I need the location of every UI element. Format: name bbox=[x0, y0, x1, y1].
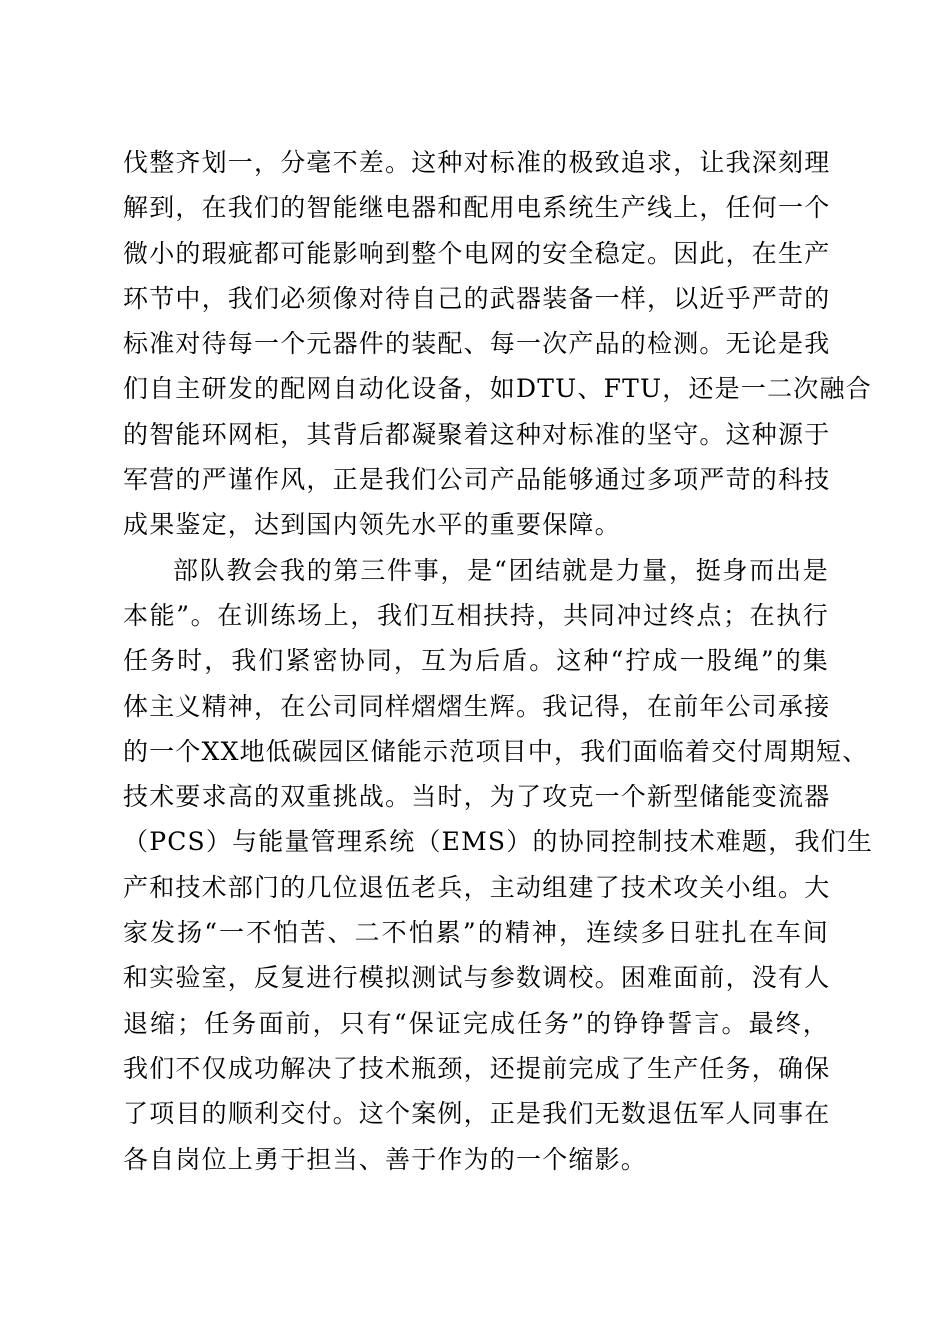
paragraph-line: 部队教会我的第三件事，是“团结就是力量，挺身而出是 bbox=[173, 555, 829, 585]
paragraph-line: 伐整齐划一，分毫不差。这种对标准的极致追求，让我深刻理 bbox=[123, 148, 831, 177]
paragraph-line: 军营的严谨作风，正是我们公司产品能够通过多项严苛的科技 bbox=[123, 465, 831, 495]
paragraph-line: 成果鉴定，达到国内领先水平的重要保障。 bbox=[123, 510, 621, 540]
paragraph-line: 各自岗位上勇于担当、善于作为的一个缩影。 bbox=[123, 1144, 648, 1174]
paragraph-line: 本能”。在训练场上，我们互相扶持，共同冲过终点；在执行 bbox=[123, 600, 829, 630]
paragraph-line: 我们不仅成功解决了技术瓶颈，还提前完成了生产任务，确保 bbox=[123, 1053, 831, 1083]
paragraph-2 bbox=[123, 548, 874, 1182]
paragraph-line: 环节中，我们必须像对待自己的武器装备一样，以近乎严苛的 bbox=[123, 283, 831, 313]
paragraph-line: 任务时，我们紧密协同，互为后盾。这种“拧成一股绳”的集 bbox=[123, 646, 829, 676]
paragraph-line: 解到，在我们的智能继电器和配用电系统生产线上，任何一个 bbox=[123, 193, 831, 223]
paragraph-line: 们自主研发的配网自动化设备，如DTU、FTU，还是一二次融合 bbox=[123, 374, 872, 404]
paragraph-line: 了项目的顺利交付。这个案例，正是我们无数退伍军人同事在 bbox=[123, 1099, 831, 1129]
paragraph-line: 家发扬“一不怕苦、二不怕累”的精神，连续多日驻扎在车间 bbox=[123, 918, 829, 948]
paragraph-line: （PCS）与能量管理系统（EMS）的协同控制技术难题，我们生 bbox=[123, 827, 874, 857]
paragraph-line: 标准对待每一个元器件的装配、每一次产品的检测。无论是我 bbox=[123, 329, 831, 359]
paragraph-line: 和实验室，反复进行模拟测试与参数调校。困难面前，没有人 bbox=[123, 963, 831, 993]
paragraph-line: 体主义精神，在公司同样熠熠生辉。我记得，在前年公司承接 bbox=[123, 691, 831, 721]
paragraph-line: 退缩；任务面前，只有“保证完成任务”的铮铮誓言。最终， bbox=[123, 1008, 829, 1038]
paragraph-line: 技术要求高的双重挑战。当时，为了攻克一个新型储能变流器 bbox=[123, 782, 831, 812]
paragraph-line: 的智能环网柜，其背后都凝聚着这种对标准的坚守。这种源于 bbox=[123, 419, 831, 449]
paragraph-line: 微小的瑕疵都可能影响到整个电网的安全稳定。因此，在生产 bbox=[123, 238, 831, 268]
document-body bbox=[123, 140, 874, 1182]
paragraph-line: 产和技术部门的几位退伍老兵，主动组建了技术攻关小组。大 bbox=[123, 872, 831, 902]
paragraph-line: 的一个XX地低碳园区储能示范项目中，我们面临着交付周期短、 bbox=[123, 736, 869, 766]
paragraph-1 bbox=[123, 140, 872, 548]
